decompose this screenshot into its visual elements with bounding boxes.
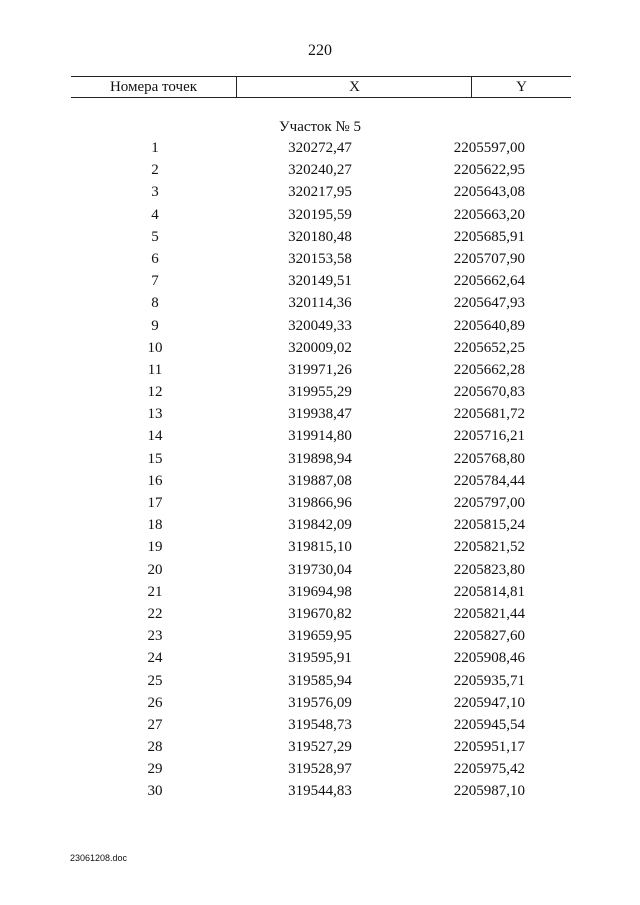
x-value: 319659,95 [288, 628, 352, 645]
table-row [0, 470, 640, 492]
y-value: 2205670,83 [453, 384, 525, 401]
header-y: Y [471, 77, 571, 97]
table-row [0, 758, 640, 780]
table-row [0, 670, 640, 692]
y-value: 2205823,80 [453, 561, 525, 578]
x-value: 320153,58 [288, 250, 352, 267]
table-row [0, 381, 640, 403]
point-number: 19 [147, 539, 163, 556]
point-number: 20 [147, 561, 163, 578]
point-number: 22 [147, 605, 163, 622]
table-row [0, 248, 640, 270]
point-number: 4 [151, 206, 159, 223]
y-value: 2205597,00 [453, 140, 525, 156]
point-number: 30 [147, 783, 163, 800]
y-value: 2205685,91 [453, 228, 525, 245]
x-value: 320272,47 [288, 140, 352, 156]
y-value: 2205640,89 [453, 317, 525, 334]
x-value: 319887,08 [288, 472, 352, 489]
y-value: 2205987,10 [453, 783, 525, 800]
x-value: 320114,36 [288, 295, 352, 312]
y-value: 2205663,20 [453, 206, 525, 223]
x-value: 319544,83 [288, 783, 352, 800]
table-row [0, 714, 640, 736]
table-row [0, 159, 640, 181]
point-number: 5 [151, 228, 159, 245]
y-value: 2205821,52 [453, 539, 525, 556]
table-row [0, 204, 640, 226]
x-value: 319548,73 [288, 716, 352, 733]
point-number: 8 [151, 295, 159, 312]
x-value: 320195,59 [288, 206, 352, 223]
table-row [0, 514, 640, 536]
y-value: 2205784,44 [453, 472, 525, 489]
table-row [0, 270, 640, 292]
y-value: 2205935,71 [453, 672, 525, 689]
table-row [0, 226, 640, 248]
y-value: 2205827,60 [453, 628, 525, 645]
table-row [0, 337, 640, 359]
x-value: 319866,96 [288, 495, 352, 511]
y-value: 2205662,64 [453, 273, 525, 290]
point-number: 26 [147, 694, 163, 711]
table-row [0, 181, 640, 203]
table-row [0, 492, 640, 514]
x-value: 320180,48 [288, 228, 352, 245]
page-number: 220 [308, 42, 332, 59]
x-value: 319938,47 [288, 406, 352, 423]
table-row [0, 403, 640, 425]
point-number: 12 [147, 384, 163, 401]
x-value: 319585,94 [288, 672, 352, 689]
y-value: 2205975,42 [453, 761, 525, 778]
y-value: 2205622,95 [453, 162, 525, 179]
x-value: 320240,27 [288, 162, 352, 179]
x-value: 319730,04 [288, 561, 352, 578]
table-row [0, 315, 640, 337]
table-row [0, 647, 640, 669]
point-number: 1 [151, 140, 159, 156]
table-row [0, 780, 640, 802]
point-number: 10 [147, 339, 163, 356]
y-value: 2205945,54 [453, 716, 525, 733]
table-row [0, 425, 640, 447]
x-value: 319527,29 [288, 739, 352, 756]
point-number: 11 [147, 361, 163, 378]
x-value: 319694,98 [288, 583, 352, 600]
y-value: 2205814,81 [453, 583, 525, 600]
x-value: 319842,09 [288, 517, 352, 534]
x-value: 319815,10 [288, 539, 352, 556]
point-number: 2 [151, 162, 159, 179]
point-number: 9 [151, 317, 159, 334]
x-value: 319595,91 [288, 650, 352, 667]
point-number: 25 [147, 672, 163, 689]
point-number: 27 [147, 716, 163, 733]
header-x: X [236, 77, 472, 97]
footer-filename: 23061208.doc [70, 853, 128, 863]
table-row [0, 559, 640, 581]
x-value: 319670,82 [288, 605, 352, 622]
table-row [0, 137, 640, 159]
point-number: 3 [151, 184, 159, 201]
table-row [0, 603, 640, 625]
point-number: 16 [147, 472, 163, 489]
y-value: 2205815,24 [453, 517, 525, 534]
y-value: 2205947,10 [453, 694, 525, 711]
table-header [71, 76, 571, 98]
x-value: 319576,09 [288, 694, 352, 711]
x-value: 320049,33 [288, 317, 352, 334]
x-value: 319914,80 [288, 428, 352, 445]
x-value: 320009,02 [288, 339, 352, 356]
header-points: Номера точек [109, 79, 198, 95]
x-value: 320217,95 [288, 184, 352, 201]
point-number: 14 [147, 428, 163, 445]
point-number: 6 [151, 250, 159, 267]
point-number: 18 [147, 517, 163, 534]
table-row [0, 625, 640, 647]
table-row [0, 448, 640, 470]
y-value: 2205951,17 [453, 739, 525, 756]
point-number: 29 [147, 761, 163, 778]
y-value: 2205768,80 [453, 450, 525, 467]
x-value: 319971,26 [288, 361, 352, 378]
table-row [0, 359, 640, 381]
y-value: 2205662,28 [453, 361, 525, 378]
y-value: 2205681,72 [453, 406, 525, 423]
x-value: 319898,94 [288, 450, 352, 467]
point-number: 13 [147, 406, 163, 423]
x-value: 319955,29 [288, 384, 352, 401]
x-value: 319528,97 [288, 761, 352, 778]
table-row [0, 692, 640, 714]
coordinates-table [0, 137, 640, 803]
table-row [0, 292, 640, 314]
section-title: Участок № 5 [279, 119, 361, 135]
point-number: 24 [147, 650, 163, 667]
point-number: 7 [151, 273, 159, 290]
y-value: 2205647,93 [453, 295, 525, 312]
table-row [0, 581, 640, 603]
table-row [0, 536, 640, 558]
x-value: 320149,51 [288, 273, 352, 290]
table-row [0, 736, 640, 758]
point-number: 28 [147, 739, 163, 756]
y-value: 2205652,25 [453, 339, 525, 356]
point-number: 17 [147, 495, 163, 511]
point-number: 23 [147, 628, 163, 645]
point-number: 15 [147, 450, 163, 467]
y-value: 2205797,00 [453, 495, 525, 511]
y-value: 2205643,08 [453, 184, 525, 201]
y-value: 2205716,21 [453, 428, 525, 445]
y-value: 2205908,46 [453, 650, 525, 667]
y-value: 2205821,44 [453, 605, 525, 622]
point-number: 21 [147, 583, 163, 600]
y-value: 2205707,90 [453, 250, 525, 267]
